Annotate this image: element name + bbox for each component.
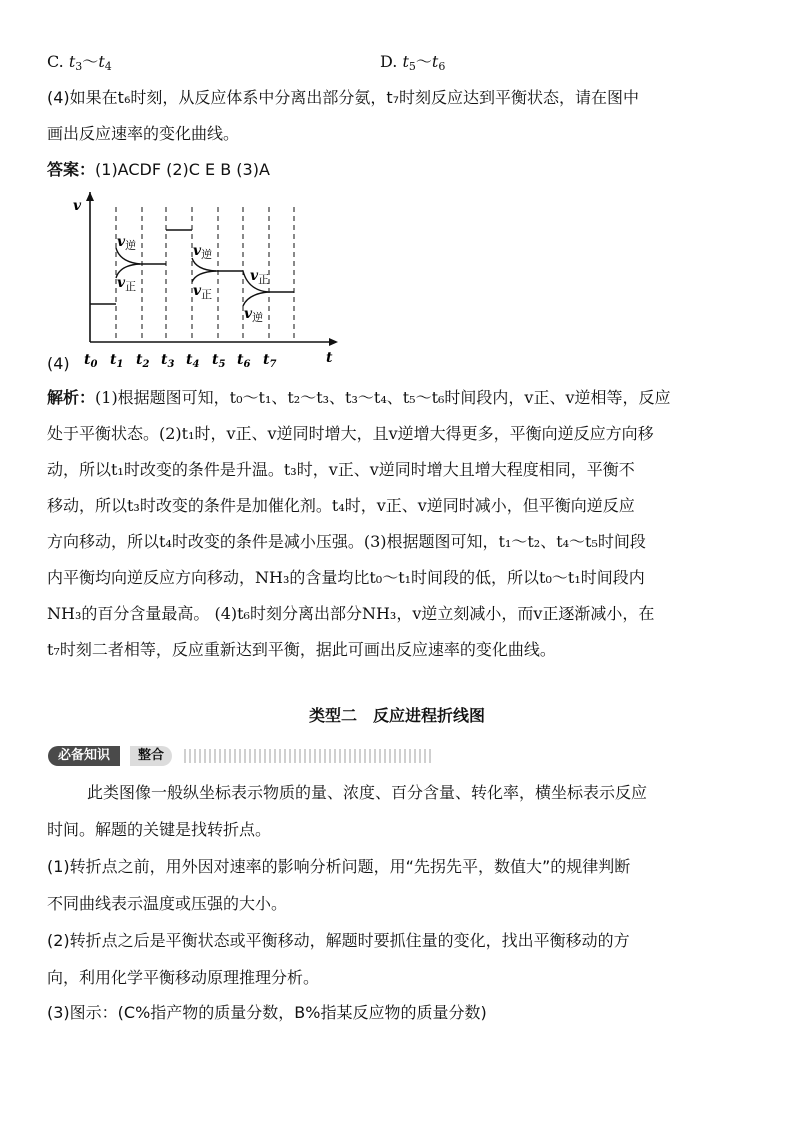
question-4-line2: 画出反应速率的变化曲线。 bbox=[47, 124, 240, 143]
curve-label-t4-reverse: $v_逆$ bbox=[193, 243, 213, 261]
option-d: D. $t_5\sim t_6$ bbox=[380, 52, 446, 73]
option-c: C. $t_3\sim t_4$ bbox=[47, 52, 112, 73]
analysis-line-5: 方向移动，所以t₄时改变的条件是减小压强。(3)根据题图可知，t₁～t₂、t₄～t₅时间段 bbox=[47, 532, 646, 551]
tick-t3: $t_3$ bbox=[161, 352, 175, 370]
question-4-line1: (4)如果在t₆时刻，从反应体系中分离出部分氨，t₇时刻反应达到平衡状态，请在图中 bbox=[47, 88, 640, 107]
badge-left: 必备知识 bbox=[48, 746, 120, 766]
point-1-line-1: (1)转折点之前，用外因对速率的影响分析问题，用“先拐先平，数值大”的规律判断 bbox=[47, 857, 631, 876]
point-1-line-2: 不同曲线表示温度或压强的大小。 bbox=[47, 894, 288, 913]
tick-t5: $t_5$ bbox=[212, 352, 226, 370]
y-axis-arrow bbox=[86, 192, 94, 201]
x-axis-arrow bbox=[329, 338, 338, 346]
figure-number: (4) bbox=[47, 354, 70, 373]
badge-right: 整合 bbox=[130, 746, 172, 766]
analysis-line-4: 移动，所以t₃时改变的条件是加催化剂。t₄时，v正、v逆同时减小，但平衡向逆反应 bbox=[47, 496, 635, 515]
point-2-line-1: (2)转折点之后是平衡状态或平衡移动，解题时要抓住量的变化，找出平衡移动的方 bbox=[47, 931, 630, 950]
analysis-line-7: NH₃的百分含量最高。 (4)t₆时刻分离出部分NH₃，v逆立刻减小，而v正逐渐减小，在 bbox=[47, 604, 655, 623]
curve-label-t6-reverse: $v_逆$ bbox=[244, 306, 264, 324]
analysis-line-2: 处于平衡状态。(2)t₁时，v正、v逆同时增大，且v逆增大得更多，平衡向逆反应方向移 bbox=[47, 424, 654, 443]
curve-t6-v-reverse bbox=[243, 292, 268, 306]
point-2-line-2: 向，利用化学平衡移动原理推理分析。 bbox=[47, 968, 320, 987]
analysis-line-8: t₇时刻二者相等，反应重新达到平衡，据此可画出反应速率的变化曲线。 bbox=[47, 640, 556, 659]
analysis-label: 解析： bbox=[47, 388, 96, 407]
intro-line-2: 时间。解题的关键是找转折点。 bbox=[47, 820, 272, 839]
curve-t4-v-forward bbox=[192, 271, 216, 282]
x-axis-label: t bbox=[326, 350, 333, 366]
y-axis-label: v bbox=[73, 198, 82, 214]
tick-t1: $t_1$ bbox=[110, 352, 124, 370]
tick-t6: $t_6$ bbox=[237, 352, 251, 370]
point-3-line: (3)图示：(C%指产物的质量分数，B%指某反应物的质量分数) bbox=[47, 1003, 487, 1022]
answer-text: (1)ACDF (2)C E B (3)A bbox=[95, 160, 270, 179]
tick-t7: $t_7$ bbox=[263, 352, 277, 370]
analysis-line-6: 内平衡均向逆反应方向移动，NH₃的含量均比t₀～t₁时间段的低，所以t₀～t₁时间段内 bbox=[47, 568, 645, 587]
analysis-line-1: 解析：(1)根据题图可知，t₀～t₁、t₂～t₃、t₃～t₄、t₅～t₆时间段内，v正、v逆相等，反应 bbox=[47, 388, 671, 407]
badge-stripes bbox=[184, 749, 434, 763]
answer-label: 答案： bbox=[47, 160, 96, 179]
tick-t4: $t_4$ bbox=[186, 352, 200, 370]
curve-label-t6-forward: $v_正$ bbox=[250, 268, 270, 286]
rate-time-chart bbox=[68, 192, 348, 372]
answer-line bbox=[47, 160, 270, 180]
section-title: 类型二 反应进程折线图 bbox=[308, 706, 485, 725]
analysis-line-3: 动，所以t₁时改变的条件是升温。t₃时，v正、v逆同时增大且增大程度相同，平衡不 bbox=[47, 460, 635, 479]
intro-line-1: 此类图像一般纵坐标表示物质的量、浓度、百分含量、转化率，横坐标表示反应 bbox=[87, 783, 648, 802]
tick-t0: $t_0$ bbox=[84, 352, 98, 370]
curve-label-t1-forward: $v_正$ bbox=[117, 275, 137, 293]
curve-label-t4-forward: $v_正$ bbox=[193, 283, 213, 301]
curve-label-t1-reverse: $v_逆$ bbox=[117, 234, 137, 252]
tick-t2: $t_2$ bbox=[136, 352, 150, 370]
knowledge-badge bbox=[48, 745, 438, 767]
